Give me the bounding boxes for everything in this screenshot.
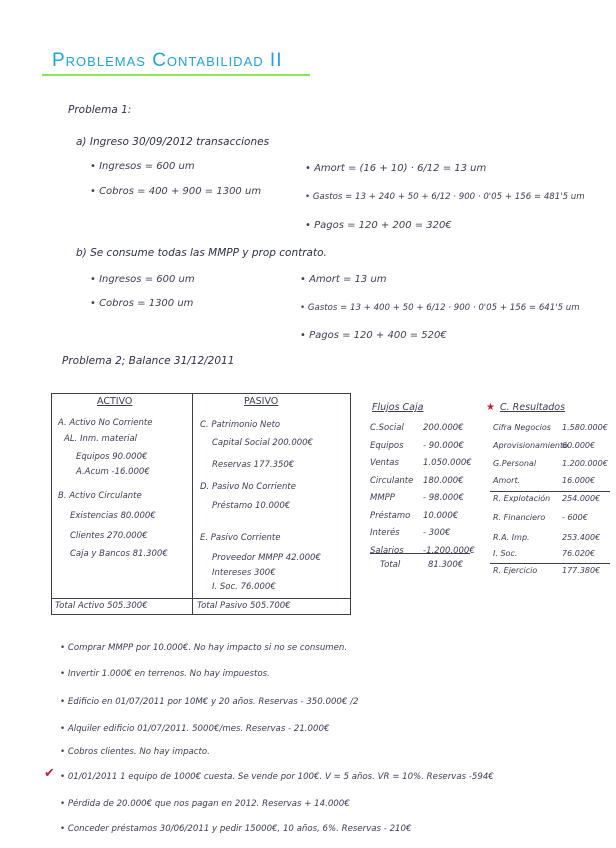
resultados-row-label: R. Ejercicio (493, 566, 538, 575)
flujos-row-label: Interés (370, 528, 400, 538)
pasivo-line: Capital Social 200.000€ (212, 438, 313, 448)
resultados-row-value: 60.000€ (562, 441, 596, 450)
activo-line: Equipos 90.000€ (76, 452, 148, 462)
flujos-row-label: C.Social (370, 423, 404, 433)
problema2-heading: Problema 2; Balance 31/12/2011 (62, 355, 235, 367)
p1a-right-2: • Gastos = 13 + 240 + 50 + 6/12 · 900 · 0'05 + 156 = 481'5 um (305, 192, 585, 202)
p1b-left-2: • Cobros = 1300 um (90, 298, 193, 309)
resultados-row-label: I. Soc. (493, 549, 518, 558)
note-item: • Edificio en 01/07/2011 por 10M€ y 20 años. Reservas - 350.000€ /2 (60, 697, 358, 707)
balance-divider (192, 393, 193, 614)
flujos-row-value: 10.000€ (423, 510, 459, 521)
note-item: • 01/01/2011 1 equipo de 1000€ cuesta. Se vende por 100€. V = 5 años. VR = 10%. Reservas -594€ (60, 772, 494, 782)
pasivo-line: E. Pasivo Corriente (200, 533, 281, 543)
flujos-row-value: 200.000€ (423, 423, 464, 433)
pasivo-line: Intereses 300€ (212, 568, 276, 578)
resultados-row-value: 253.400€ (562, 533, 601, 542)
p1a-left-1: • Ingresos = 600 um (90, 161, 195, 172)
activo-line: A. Activo No Corriente (58, 418, 153, 428)
activo-line: AL. Inm. material (64, 434, 138, 444)
resultados-row-value: - 600€ (562, 513, 588, 522)
p1b-left-1: • Ingresos = 600 um (90, 274, 195, 285)
activo-total: Total Activo 505.300€ (55, 601, 148, 611)
flujos-row-value: - 300€ (423, 528, 451, 538)
resultados-row-value: 76.020€ (562, 549, 596, 558)
resultados-row-label: Cifra Negocios (493, 423, 551, 432)
activo-line: Clientes 270.000€ (70, 531, 148, 541)
p1b-right-1: • Amort = 13 um (300, 274, 387, 285)
note-item: • Conceder préstamos 30/06/2011 y pedir 15000€, 10 años, 6%. Reservas - 210€ (60, 824, 411, 834)
activo-line: B. Activo Circulante (58, 491, 142, 501)
resultados-row-label: G.Personal (493, 459, 537, 468)
activo-line: Caja y Bancos 81.300€ (70, 549, 168, 559)
resultados-head: C. Resultados (500, 402, 566, 413)
resultados-row-value: 1.200.000€ (562, 459, 608, 468)
note-item: • Comprar MMPP por 10.000€. No hay impacto si no se consumen. (60, 643, 347, 653)
pasivo-line: Reservas 177.350€ (212, 460, 295, 470)
resultados-row-value: 1.580.000€ (562, 423, 608, 432)
flujos-total-label: Total (380, 560, 401, 570)
resultados-divider (490, 491, 610, 492)
note-item: • Invertir 1.000€ en terrenos. No hay impuestos. (60, 669, 270, 679)
star-mark-icon: ★ (486, 402, 495, 413)
flujos-row-label: Préstamo (370, 510, 411, 521)
pasivo-line: C. Patrimonio Neto (200, 420, 281, 430)
p1a-left-2: • Cobros = 400 + 900 = 1300 um (90, 186, 261, 197)
resultados-row-value: 254.000€ (562, 494, 601, 503)
pasivo-line: D. Pasivo No Corriente (200, 482, 296, 492)
flujos-row-value: - 90.000€ (423, 440, 464, 451)
p1a-right-1: • Amort = (16 + 10) · 6/12 = 13 um (305, 163, 486, 174)
pasivo-line: Préstamo 10.000€ (212, 501, 291, 511)
flujos-row-label: Equipos (370, 440, 404, 451)
flujos-row-value: 1.050.000€ (423, 458, 472, 468)
problema1-b-label: b) Se consume todas las MMPP y prop contrato. (76, 247, 327, 259)
problema1-heading: Problema 1: (68, 104, 132, 116)
flujos-row-value: -1.200.000€ (423, 545, 475, 556)
activo-line: A.Acum -16.000€ (76, 467, 150, 477)
p1b-right-2: • Gastos = 13 + 400 + 50 + 6/12 · 900 · 0'05 + 156 = 641'5 um (300, 303, 580, 313)
flujos-row-label: Ventas (370, 458, 399, 468)
pasivo-head: PASIVO (244, 396, 279, 407)
flujos-row-label: Circulante (370, 475, 414, 486)
activo-line: Existencias 80.000€ (70, 511, 156, 521)
resultados-row-label: Aprovisionamiento (493, 441, 568, 450)
resultados-row-value: 16.000€ (562, 476, 596, 485)
resultados-row-label: R. Explotación (493, 494, 551, 503)
flujos-row-label: MMPP (370, 493, 395, 503)
resultados-row-label: Amort. (493, 476, 521, 485)
flujos-row-value: 180.000€ (423, 475, 464, 486)
problema1-a-label: a) Ingreso 30/09/2012 transacciones (76, 136, 270, 148)
title-underline (42, 74, 310, 76)
activo-head: ACTIVO (97, 396, 133, 407)
p1b-right-3: • Pagos = 120 + 400 = 520€ (300, 330, 447, 341)
flujos-row-label: Salarios (370, 545, 404, 556)
pasivo-total: Total Pasivo 505.700€ (197, 601, 291, 611)
note-item: • Pérdida de 20.000€ que nos pagan en 2012. Reservas + 14.000€ (60, 799, 350, 809)
check-mark-icon: ✔ (44, 766, 55, 781)
page-title: Problemas Contabilidad II (52, 50, 283, 71)
flujos-total-value: 81.300€ (428, 560, 464, 570)
flujos-row-value: - 98.000€ (423, 493, 464, 503)
p1a-right-3: • Pagos = 120 + 200 = 320€ (305, 220, 452, 231)
flujos-head: Flujos Caja (372, 402, 424, 413)
note-item: • Alquiler edificio 01/07/2011. 5000€/mes. Reservas - 21.000€ (60, 724, 329, 734)
resultados-divider (490, 563, 610, 564)
pasivo-line: I. Soc. 76.000€ (212, 582, 276, 592)
resultados-row-label: R. Financiero (493, 513, 546, 522)
balance-total-line (51, 598, 350, 599)
note-item: • Cobros clientes. No hay impacto. (60, 747, 210, 757)
resultados-row-value: 177.380€ (562, 566, 601, 575)
resultados-row-label: R.A. Imp. (493, 533, 530, 542)
pasivo-line: Proveedor MMPP 42.000€ (212, 553, 321, 563)
